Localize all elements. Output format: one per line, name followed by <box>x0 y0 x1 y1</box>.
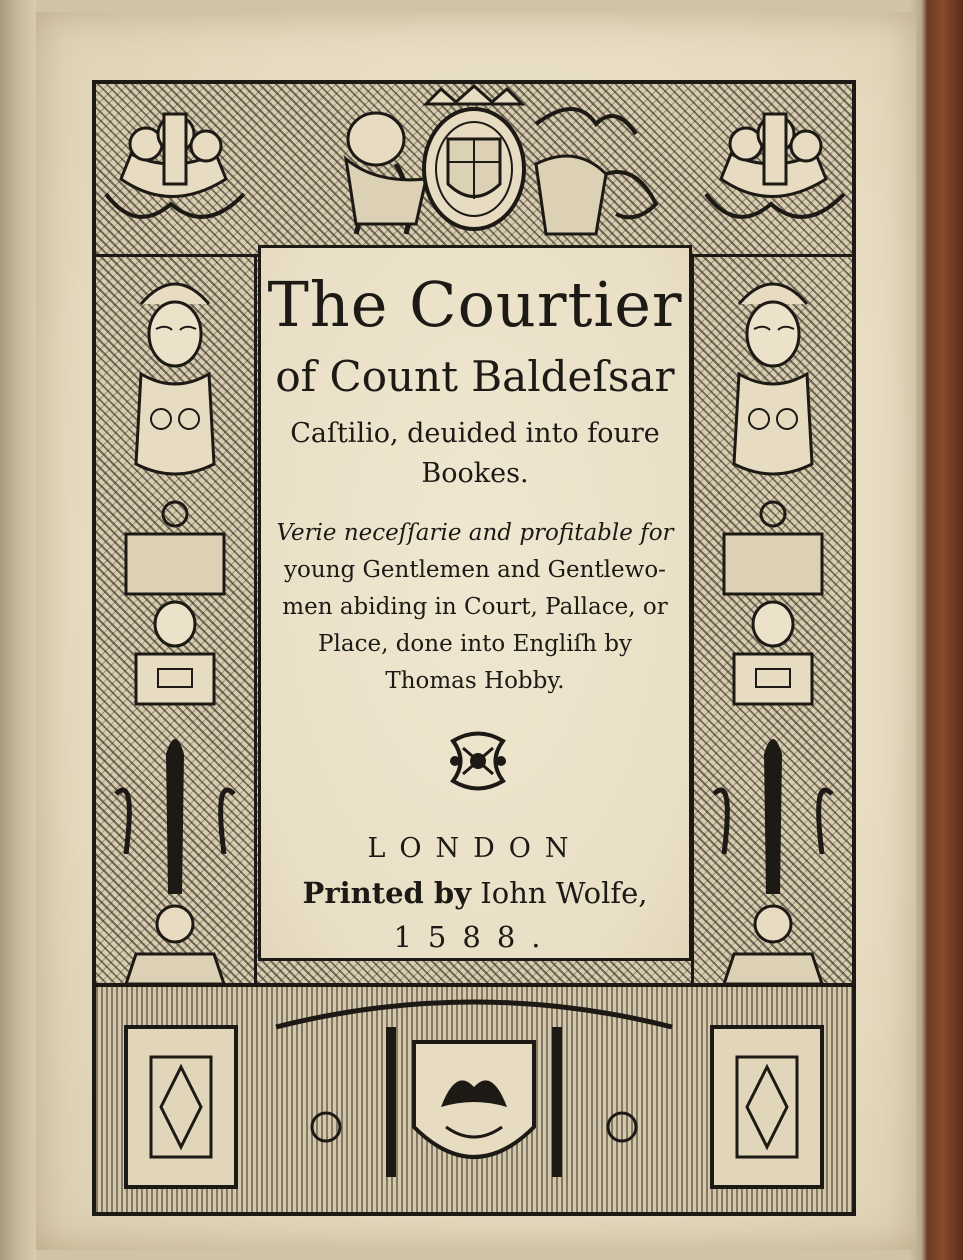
description-line: Place, done into Engliſh by <box>318 631 632 657</box>
woodcut-border-frame <box>92 80 856 1216</box>
book-cover-edge <box>911 0 963 1260</box>
caryatid-figure-icon <box>116 284 234 984</box>
description-line: men abiding in Court, Pallace, or <box>282 594 668 620</box>
description-line: Verie neceſſarie and profitable for <box>276 520 674 546</box>
right-border-column <box>691 254 852 987</box>
dragon-supporter-icon <box>536 109 656 234</box>
book-gutter <box>0 0 36 1260</box>
main-title: The Courtier <box>267 268 683 341</box>
fruit-basket-icon <box>706 114 844 217</box>
imprint-city: LONDON <box>367 833 583 864</box>
lion-supporter-icon <box>346 113 426 234</box>
subtitle-line: Caſtilio, deuided into foure <box>290 418 660 449</box>
title-panel <box>258 245 692 961</box>
frame-top-panel <box>96 84 852 257</box>
subtitle-line: of Count Baldeſsar <box>275 352 675 401</box>
fleuron-ornament-icon <box>443 726 513 796</box>
frame-bottom-panel <box>96 983 852 1212</box>
translator-line: Thomas Hobby. <box>385 668 565 694</box>
imprint-year: 1588. <box>393 920 557 954</box>
imprint-printed-by: Printed by <box>302 876 472 910</box>
caryatid-figure-icon <box>714 284 832 984</box>
imprint-printer-name: Iohn Wolfe, <box>480 876 648 910</box>
description-line: young Gentlemen and Gentlewo- <box>284 557 666 583</box>
royal-arms-crest-icon <box>424 86 524 229</box>
phoenix-shield-emblem-icon <box>414 1042 534 1157</box>
fruit-basket-icon <box>106 114 244 217</box>
subtitle-line: Bookes. <box>421 458 529 489</box>
left-border-column <box>96 254 257 987</box>
imprint-printer <box>261 876 689 910</box>
